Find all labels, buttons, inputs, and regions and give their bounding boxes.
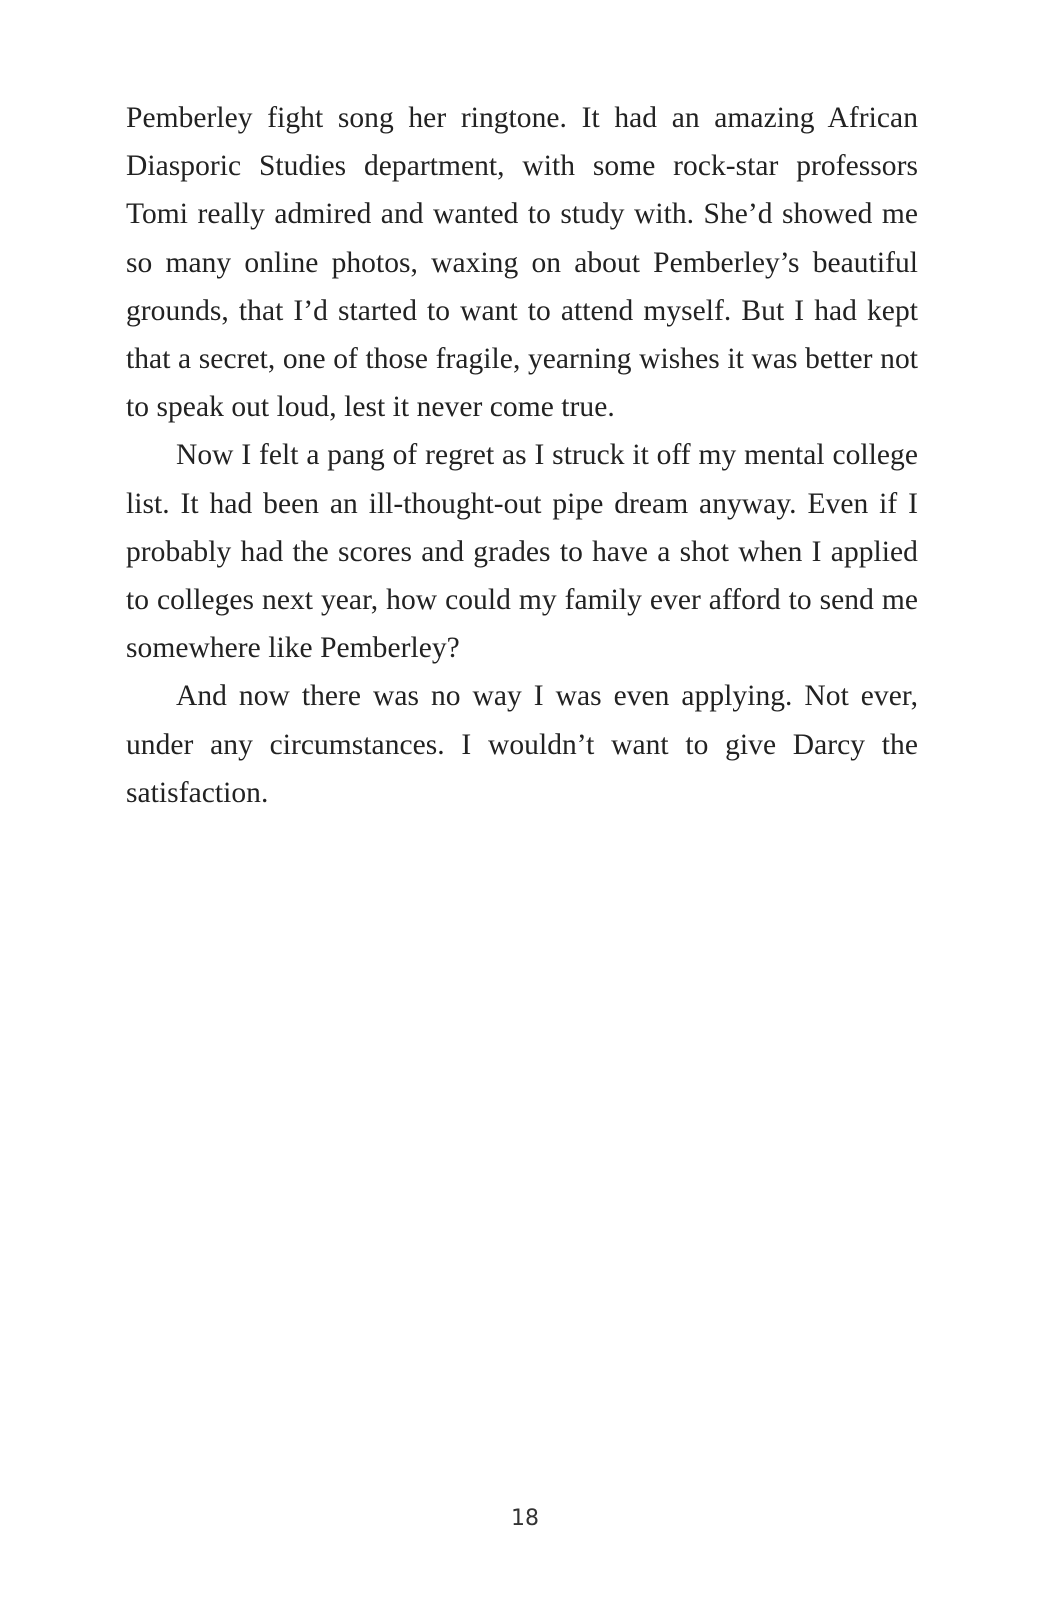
body-text [126, 94, 918, 817]
paragraph-3: And now there was no way I was even applying. Not ever, under any circumstances. I wouldn’t want to give Darcy the satisfaction. [126, 680, 918, 809]
paragraph-2: Now I felt a pang of regret as I struck it off my mental college list. It had been an ill-thought-out pipe dream anyway. Even if I probably had the scores and grades to have a shot when I applied to colleges next year, how could my family ever afford to send me somewhere like Pemberley? [126, 439, 918, 665]
page-number: 18 [511, 1506, 539, 1531]
paragraph-1: Pemberley fight song her ringtone. It had an amazing African Diasporic Studies department, with some rock-star professors Tomi really admired and wanted to study with. She’d showed me so many online photos, waxing on about Pemberley’s beautiful grounds, that I’d started to want to attend myself. But I had kept that a secret, one of those fragile, yearning wishes it was better not to speak out loud, lest it never come true. [126, 102, 918, 424]
